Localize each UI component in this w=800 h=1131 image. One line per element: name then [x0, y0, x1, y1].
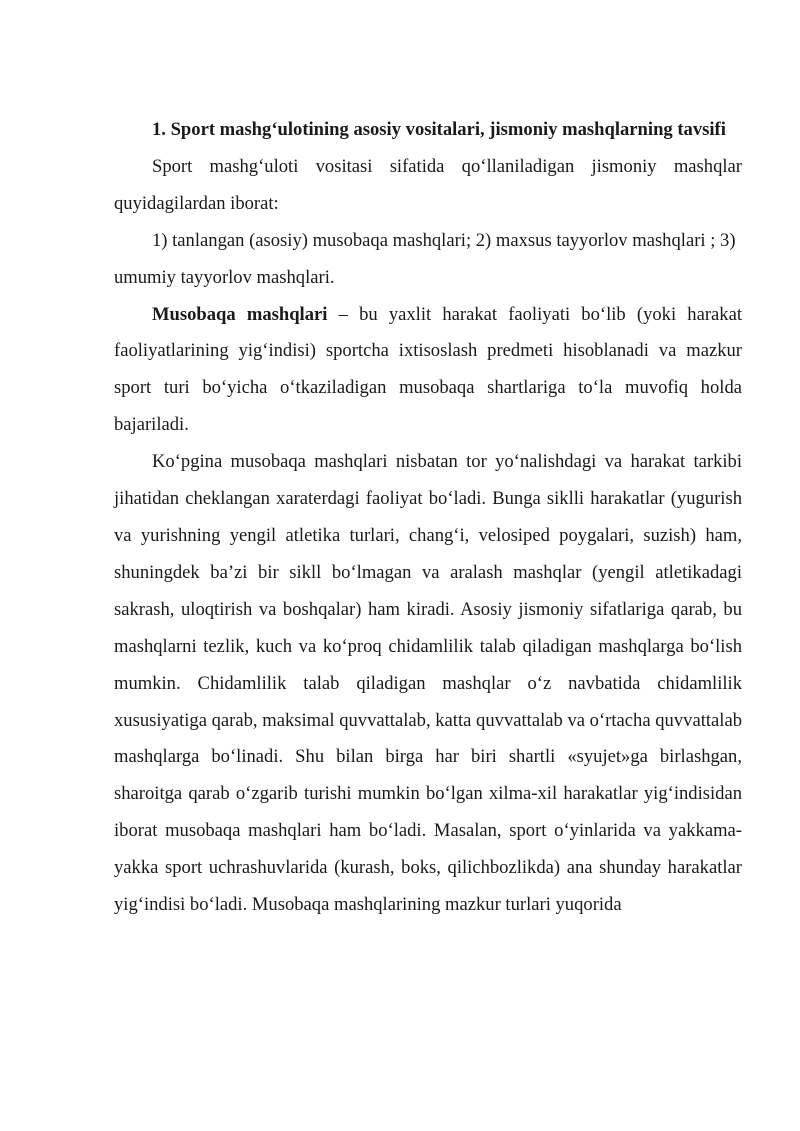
paragraph-list: 1) tanlangan (asosiy) musobaqa mashqlari; 2) maxsus tayyorlov mashqlari ; 3) umumiy tayyorlov mashqlari. — [114, 229, 736, 288]
paragraph-intro: Sport mashg‘uloti vositasi sifatida qo‘llaniladigan jismoniy mashqlar quyidagilardan iborat: — [114, 155, 742, 214]
paragraph-details: Ko‘pgina musobaqa mashqlari nisbatan tor yo‘nalishdagi va harakat tarkibi jihatidan cheklangan xaraterdagi faoliyat bo‘ladi. Bunga siklli harakatlar (yugurish va yurishning yengil atletika turlari, chang‘i, velosiped poygalari, suzish) ham, shuningdek ba’zi bir sikll bo‘lmagan va aralash mashqlar (yengil atletikadagi sakrash, uloqtirish va boshqalar) ham kiradi. Asosiy jismoniy sifatlariga qarab, bu mashqlarni tezlik, kuch va ko‘proq chidamlilik talab qiladigan mashqlarga bo‘lish mumkin. Chidamlilik talab qiladigan mashqlar o‘z navbatida chidamlilik xususiyatiga qarab, maksimal quvvattalab, katta quvvattalab va o‘rtacha quvvattalab mashqlarga bo‘linadi. Shu bilan birga har biri shartli «syujet»ga birlashgan, sharoitga qarab o‘zgarib turishi mumkin bo‘lgan xilma-xil harakatlar yig‘indisidan iborat musobaqa mashqlari ham bo‘ladi. Masalan, sport o‘yinlarida va yakkama-yakka sport uchrashuvlarida (kurash, boks, qilichbozlikda) ana shunday harakatlar yig‘indisi bo‘ladi. Musobaqa mashqlarining mazkur turlari yuqorida — [114, 451, 742, 916]
definition-text: – bu yaxlit harakat faoliyati bo‘lib (yoki harakat faoliyatlarining yig‘indisi) sportcha ixtisoslash predmeti hisoblanadi va mazkur sport turi bo‘yicha o‘tkaziladigan musobaqa shartlariga to‘la muvofiq holda bajariladi. — [114, 303, 742, 436]
section-heading: 1. Sport mashg‘ulotining asosiy vositalari, jismoniy mashqlarning tavsifi — [152, 119, 726, 140]
defined-term: Musobaqa mashqlari — [152, 303, 328, 325]
document-body — [114, 112, 742, 924]
paragraph-definition — [114, 297, 742, 445]
